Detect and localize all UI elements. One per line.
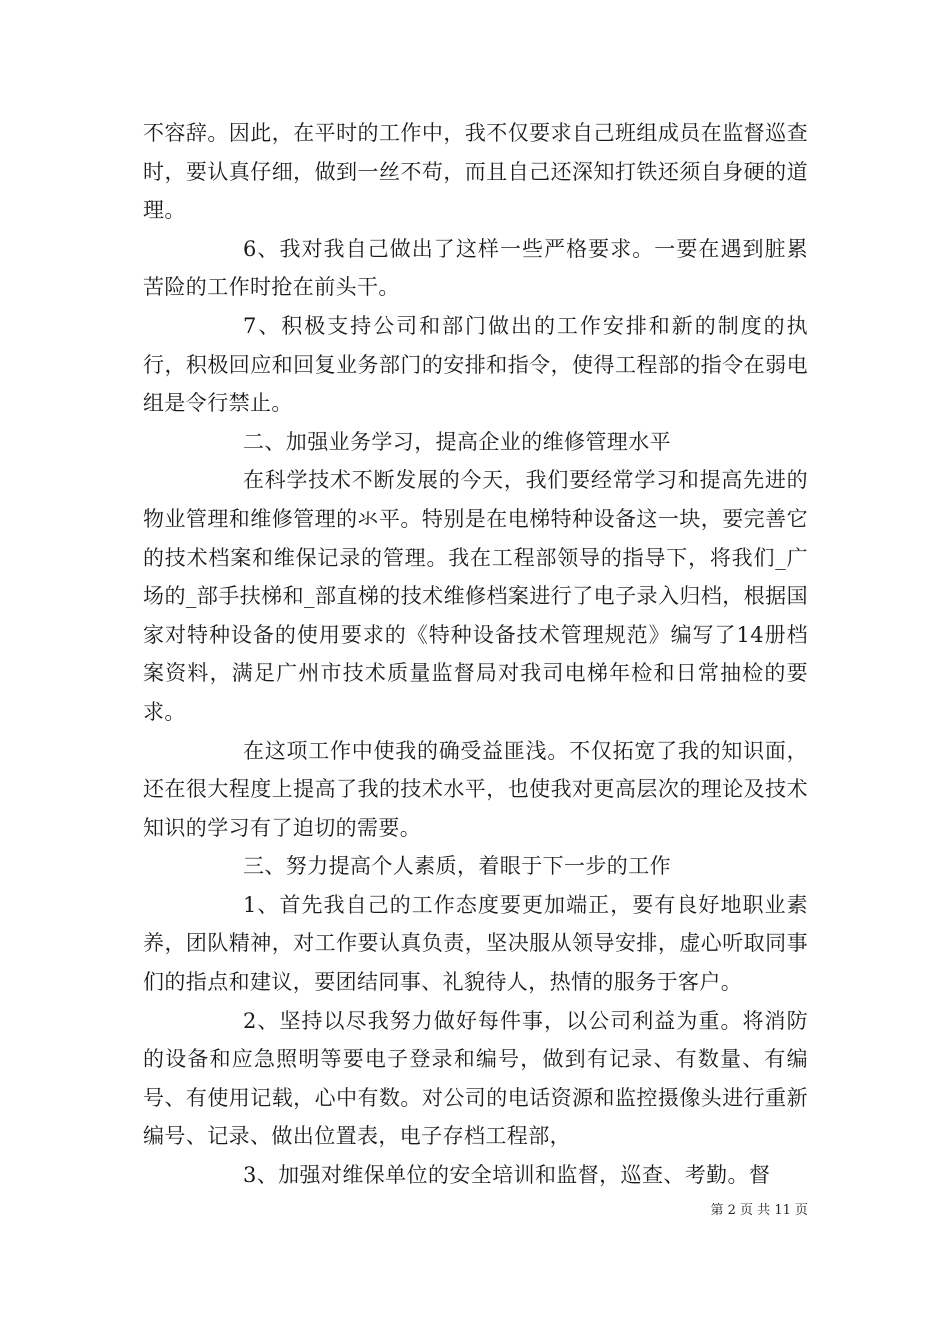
paragraph-2: 6、我对我自己做出了这样一些严格要求。一要在遇到脏累苦险的工作时抢在前头干。	[143, 236, 808, 300]
paragraph-8: 1、首先我自己的工作态度要更加端正，要有良好地职业素养，团队精神，对工作要认真负责，坚决服从领导安排，虚心听取同事们的指点和建议，要团结同事、礼貌待人，热情的服务于客户。	[143, 892, 808, 995]
paragraph-1: 不容辞。因此，在平时的工作中，我不仅要求自己班组成员在监督巡查时，要认真仔细，做到一丝不苟，而且自己还深知打铁还须自身硬的道理。	[143, 121, 808, 223]
document-body	[143, 114, 808, 1195]
paragraph-6: 在这项工作中使我的确受益匪浅。不仅拓宽了我的知识面，还在很大程度上提高了我的技术水平，也使我对更高层次的理论及技术知识的学习有了迫切的需要。	[143, 738, 808, 840]
section-heading-3: 三、努力提高个人素质，着眼于下一步的工作	[243, 854, 671, 879]
paragraph-3: 7、积极支持公司和部门做出的工作安排和新的制度的执行，积极回应和回复业务部门的安排和指令，使得工程部的指令在弱电组是令行禁止。	[143, 313, 808, 416]
paragraph-5: 在科学技术不断发展的今天，我们要经常学习和提高先进的物业管理和维修管理的氺平。特别是在电梯特种设备这一块，要完善它的技术档案和维保记录的管理。我在工程部领导的指导下，将我们_广场的_部手扶梯和_部直梯的技术维修档案进行了电子录入归档，根据国家对特种设备的使用要求的《特种设备技术管理规范》编写了14册档案资料，满足广州市技术质量监督局对我司电梯年检和日常抽检的要求。	[143, 468, 808, 724]
paragraph-10: 3、加强对维保单位的安全培训和监督，巡查、考勤。督	[243, 1163, 771, 1188]
paragraph-9: 2、坚持以尽我努力做好每件事，以公司利益为重。将消防的设备和应急照明等要电子登录和编号，做到有记录、有数量、有编号、有使用记载，心中有数。对公司的电话资源和监控摄像头进行重新编号、记录、做出位置表，电子存档工程部，	[143, 1008, 808, 1149]
page-number-footer: 第 2 页 共 11 页	[710, 1203, 808, 1218]
section-heading-2: 二、加强业务学习，提高企业的维修管理水平	[243, 429, 671, 454]
